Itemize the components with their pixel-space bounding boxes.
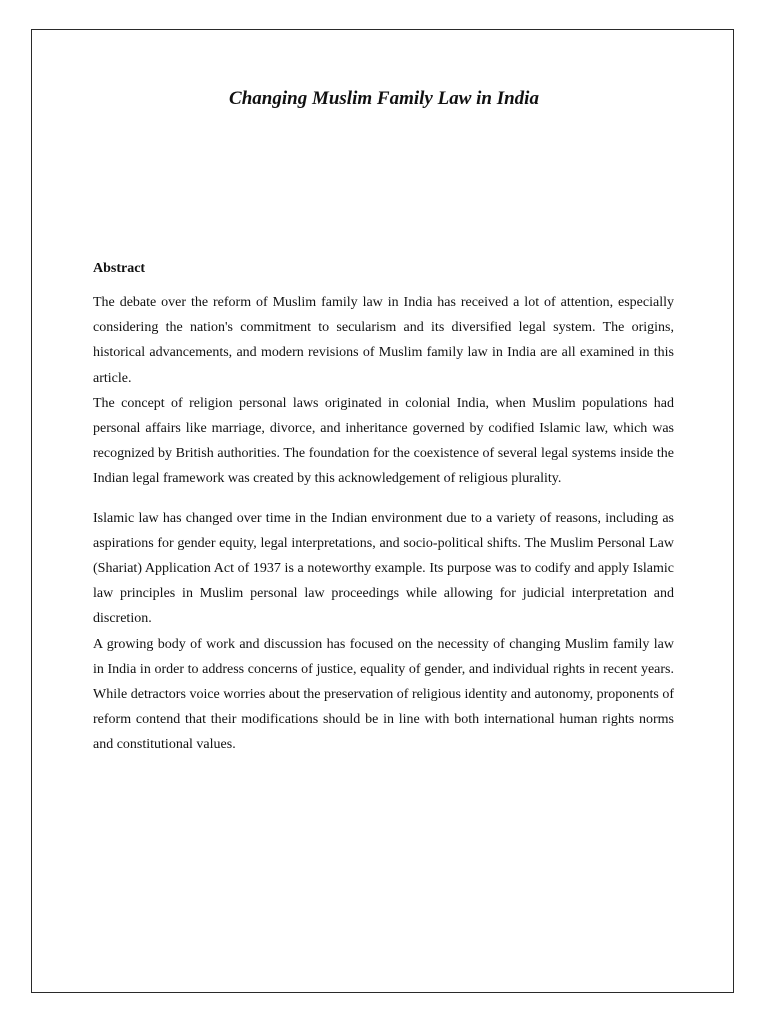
abstract-heading: Abstract bbox=[93, 261, 146, 276]
document-body bbox=[93, 258, 674, 758]
paragraph-1: The debate over the reform of Muslim family law in India has received a lot of attention, especially considering the nation's commitment to secularism and its diversified legal system. The origins, historical advancements, and modern revisions of Muslim family law in India are all examined in this article. bbox=[93, 295, 674, 386]
paragraph-3: Islamic law has changed over time in the Indian environment due to a variety of reasons, including as aspirations for gender equity, legal interpretations, and socio-political shifts. The Muslim Personal Law (Shariat) Application Act of 1937 is a noteworthy example. Its purpose was to codify and apply Islamic law principles in Muslim personal law proceedings while allowing for judicial interpretation and discretion. bbox=[93, 510, 674, 627]
paragraph-2: The concept of religion personal laws originated in colonial India, when Muslim populations had personal affairs like marriage, divorce, and inheritance governed by codified Islamic law, which was recognized by British authorities. The foundation for the coexistence of several legal systems inside the Indian legal framework was created by this acknowledgement of religious plurality. bbox=[93, 395, 674, 487]
document-title: Changing Muslim Family Law in India bbox=[229, 88, 539, 109]
paragraph-4: A growing body of work and discussion has focused on the necessity of changing Muslim family law in India in order to address concerns of justice, equality of gender, and individual rights in recent years. While detractors voice worries about the preservation of religious identity and autonomy, proponents of reform contend that their modifications should be in line with both international human rights norms and constitutional values. bbox=[93, 636, 674, 753]
